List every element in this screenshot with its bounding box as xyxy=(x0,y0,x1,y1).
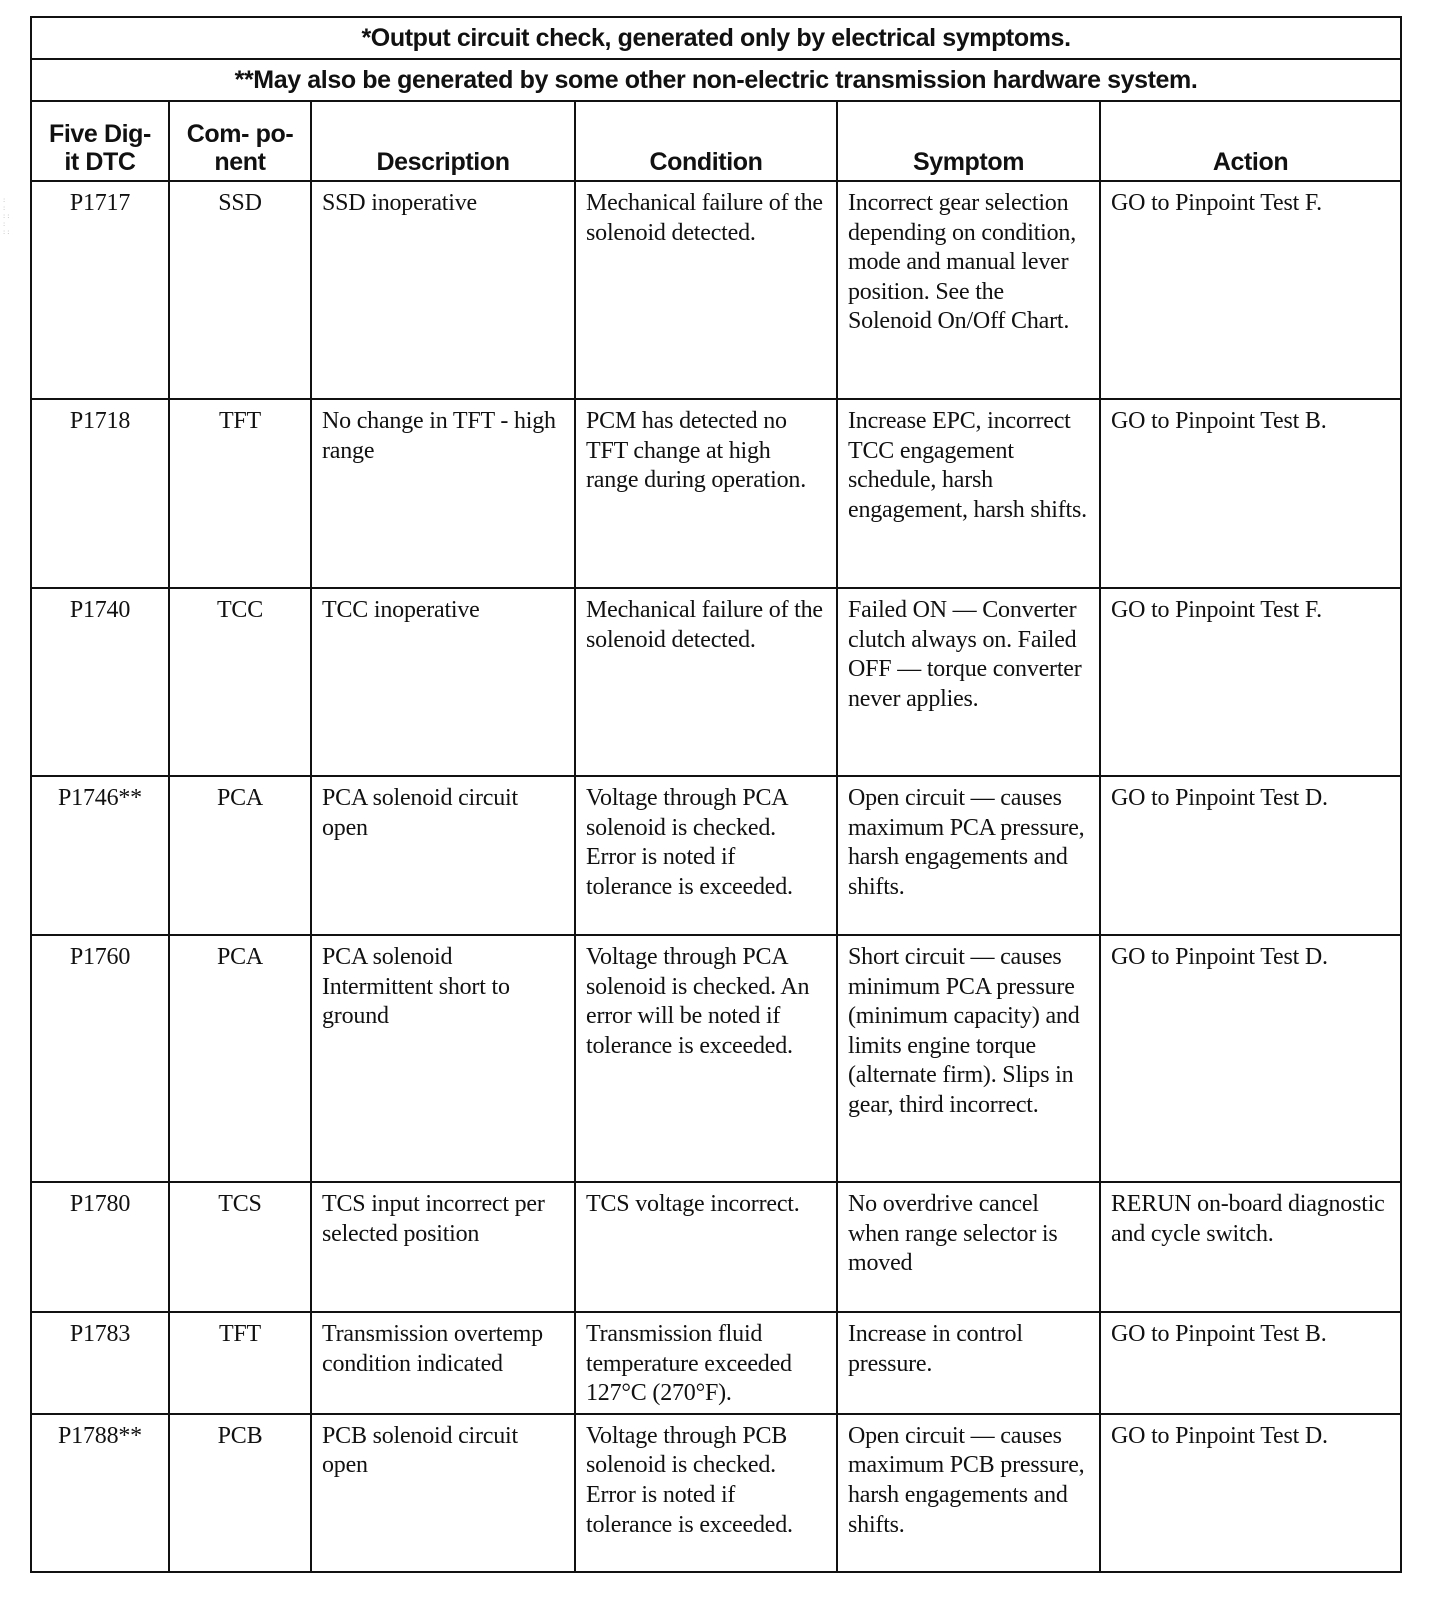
margin-scan-mark: : : :: : :: xyxy=(2,196,11,236)
component: PCA xyxy=(169,935,311,1182)
header-description: Description xyxy=(311,101,575,181)
action: GO to Pinpoint Test B. xyxy=(1100,399,1401,588)
description: Transmission overtemp condition indicated xyxy=(311,1312,575,1414)
table-row xyxy=(31,399,1401,588)
table-row xyxy=(31,1312,1401,1414)
dtc-code: P1788** xyxy=(31,1414,169,1572)
action: GO to Pinpoint Test D. xyxy=(1100,1414,1401,1572)
component: TCS xyxy=(169,1182,311,1312)
header-condition: Condition xyxy=(575,101,837,181)
symptom: No overdrive cancel when range selector is moved xyxy=(837,1182,1100,1312)
table-row xyxy=(31,1414,1401,1572)
note-non-electric: **May also be generated by some other non-electric transmission hardware system. xyxy=(31,59,1401,101)
description: No change in TFT - high range xyxy=(311,399,575,588)
note-row-single xyxy=(31,17,1401,59)
dtc-code: P1740 xyxy=(31,588,169,776)
component: SSD xyxy=(169,181,311,399)
component: TCC xyxy=(169,588,311,776)
dtc-code: P1746** xyxy=(31,776,169,935)
condition: TCS voltage incorrect. xyxy=(575,1182,837,1312)
symptom: Increase in control pressure. xyxy=(837,1312,1100,1414)
symptom: Incorrect gear selection depending on condition, mode and manual lever position. See the Solenoid On/Off Chart. xyxy=(837,181,1100,399)
table-row xyxy=(31,776,1401,935)
component: PCA xyxy=(169,776,311,935)
component: PCB xyxy=(169,1414,311,1572)
description: PCA solenoid Intermittent short to ground xyxy=(311,935,575,1182)
condition: Mechanical failure of the solenoid detected. xyxy=(575,588,837,776)
condition: Mechanical failure of the solenoid detected. xyxy=(575,181,837,399)
header-dtc: Five Dig- it DTC xyxy=(31,101,169,181)
dtc-code: P1783 xyxy=(31,1312,169,1414)
dtc-code: P1717 xyxy=(31,181,169,399)
symptom: Increase EPC, incorrect TCC engagement schedule, harsh engagement, harsh shifts. xyxy=(837,399,1100,588)
note-row-double xyxy=(31,59,1401,101)
condition: PCM has detected no TFT change at high range during operation. xyxy=(575,399,837,588)
description: PCA solenoid circuit open xyxy=(311,776,575,935)
dtc-table-page xyxy=(30,16,1400,1573)
dtc-code: P1718 xyxy=(31,399,169,588)
condition: Transmission fluid temperature exceeded 127°C (270°F). xyxy=(575,1312,837,1414)
dtc-code: P1780 xyxy=(31,1182,169,1312)
dtc-code: P1760 xyxy=(31,935,169,1182)
action: GO to Pinpoint Test F. xyxy=(1100,588,1401,776)
table-row xyxy=(31,181,1401,399)
action: GO to Pinpoint Test D. xyxy=(1100,776,1401,935)
header-component: Com- po- nent xyxy=(169,101,311,181)
action: RERUN on-board diagnostic and cycle switch. xyxy=(1100,1182,1401,1312)
symptom: Open circuit — causes maximum PCA pressure, harsh engagements and shifts. xyxy=(837,776,1100,935)
symptom: Failed ON — Converter clutch always on. Failed OFF — torque converter never applies. xyxy=(837,588,1100,776)
table-row xyxy=(31,588,1401,776)
condition: Voltage through PCB solenoid is checked. Error is noted if tolerance is exceeded. xyxy=(575,1414,837,1572)
action: GO to Pinpoint Test B. xyxy=(1100,1312,1401,1414)
description: TCS input incorrect per selected position xyxy=(311,1182,575,1312)
condition: Voltage through PCA solenoid is checked. An error will be noted if tolerance is exceeded. xyxy=(575,935,837,1182)
dtc-table xyxy=(30,16,1402,1573)
header-action: Action xyxy=(1100,101,1401,181)
description: TCC inoperative xyxy=(311,588,575,776)
action: GO to Pinpoint Test D. xyxy=(1100,935,1401,1182)
component: TFT xyxy=(169,1312,311,1414)
table-row xyxy=(31,935,1401,1182)
header-row xyxy=(31,101,1401,181)
symptom: Short circuit — causes minimum PCA pressure (minimum capacity) and limits engine torque (alternate firm). Slips in gear, third incorrect. xyxy=(837,935,1100,1182)
header-symptom: Symptom xyxy=(837,101,1100,181)
condition: Voltage through PCA solenoid is checked. Error is noted if tolerance is exceeded. xyxy=(575,776,837,935)
component: TFT xyxy=(169,399,311,588)
table-row xyxy=(31,1182,1401,1312)
note-output-circuit: *Output circuit check, generated only by electrical symptoms. xyxy=(31,17,1401,59)
action: GO to Pinpoint Test F. xyxy=(1100,181,1401,399)
symptom: Open circuit — causes maximum PCB pressure, harsh engagements and shifts. xyxy=(837,1414,1100,1572)
description: SSD inoperative xyxy=(311,181,575,399)
description: PCB solenoid circuit open xyxy=(311,1414,575,1572)
